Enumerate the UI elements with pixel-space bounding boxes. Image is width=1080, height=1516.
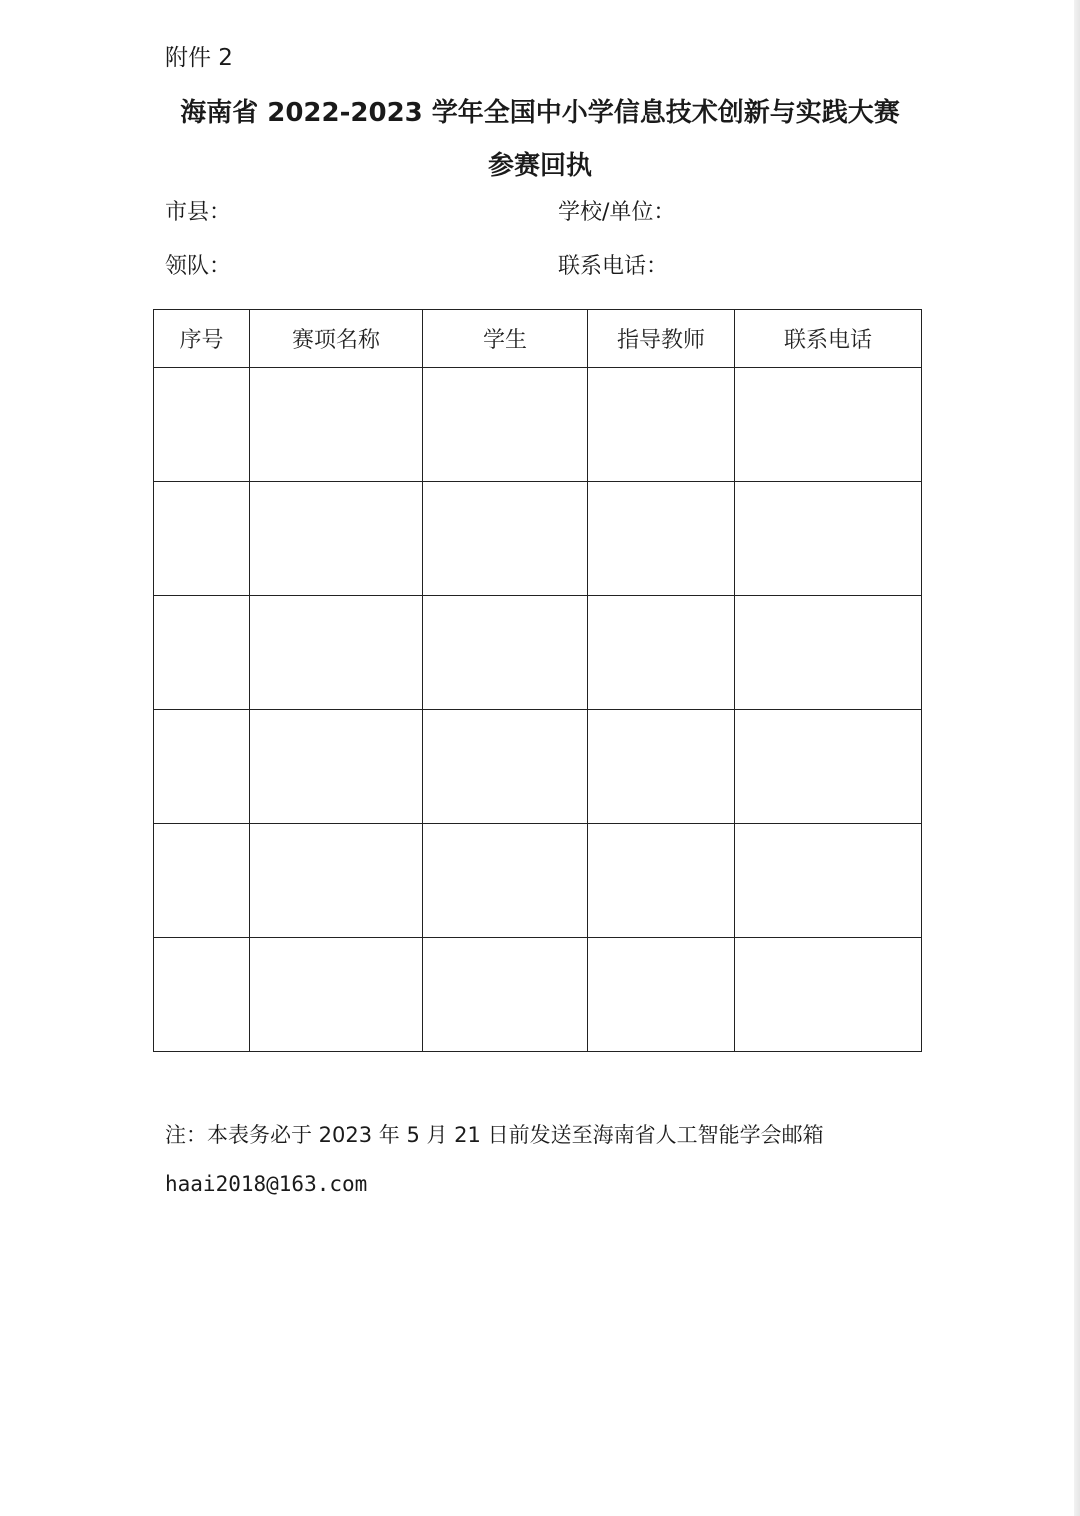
table-cell <box>154 710 250 824</box>
table-cell <box>735 482 922 596</box>
school-field-label: 学校/单位： <box>558 200 676 225</box>
header-student: 学生 <box>423 310 588 368</box>
table-cell <box>250 596 423 710</box>
header-contact-phone: 联系电话 <box>735 310 922 368</box>
attachment-label: 附件 2 <box>165 45 233 71</box>
table-row <box>154 824 922 938</box>
table-cell <box>250 368 423 482</box>
table-header-row <box>154 310 922 368</box>
table-row <box>154 938 922 1052</box>
table-cell <box>250 482 423 596</box>
document-subtitle: 参赛回执 <box>487 151 592 181</box>
table-cell <box>154 938 250 1052</box>
header-instructor: 指导教师 <box>588 310 735 368</box>
table-cell <box>423 368 588 482</box>
table-cell <box>250 938 423 1052</box>
table-cell <box>154 482 250 596</box>
table-cell <box>588 938 735 1052</box>
header-serial-number: 序号 <box>154 310 250 368</box>
entry-table <box>153 309 922 1052</box>
contact-email: haai2018@163.com <box>165 1172 368 1196</box>
submission-note: 注：本表务必于 2023 年 5 月 21 日前发送至海南省人工智能学会邮箱 <box>165 1123 824 1147</box>
table-cell <box>423 938 588 1052</box>
table-cell <box>423 710 588 824</box>
table-cell <box>735 824 922 938</box>
phone-field-label: 联系电话： <box>558 254 669 279</box>
table-cell <box>735 368 922 482</box>
table-cell <box>423 482 588 596</box>
table-row <box>154 368 922 482</box>
table-cell <box>588 596 735 710</box>
table-cell <box>588 824 735 938</box>
table-cell <box>588 710 735 824</box>
table-row <box>154 710 922 824</box>
table-cell <box>588 368 735 482</box>
document-title: 海南省 2022-2023 学年全国中小学信息技术创新与实践大赛 <box>180 98 900 128</box>
table-cell <box>735 596 922 710</box>
table-cell <box>154 368 250 482</box>
table-cell <box>154 596 250 710</box>
table-row <box>154 482 922 596</box>
table-cell <box>735 710 922 824</box>
table-cell <box>250 710 423 824</box>
table-cell <box>735 938 922 1052</box>
table-cell <box>423 596 588 710</box>
city-field-label: 市县： <box>165 200 232 225</box>
table-row <box>154 596 922 710</box>
table-cell <box>250 824 423 938</box>
header-event-name: 赛项名称 <box>250 310 423 368</box>
table-cell <box>154 824 250 938</box>
table-cell <box>588 482 735 596</box>
table-cell <box>423 824 588 938</box>
page-edge <box>1074 0 1080 1516</box>
leader-field-label: 领队： <box>165 254 232 279</box>
